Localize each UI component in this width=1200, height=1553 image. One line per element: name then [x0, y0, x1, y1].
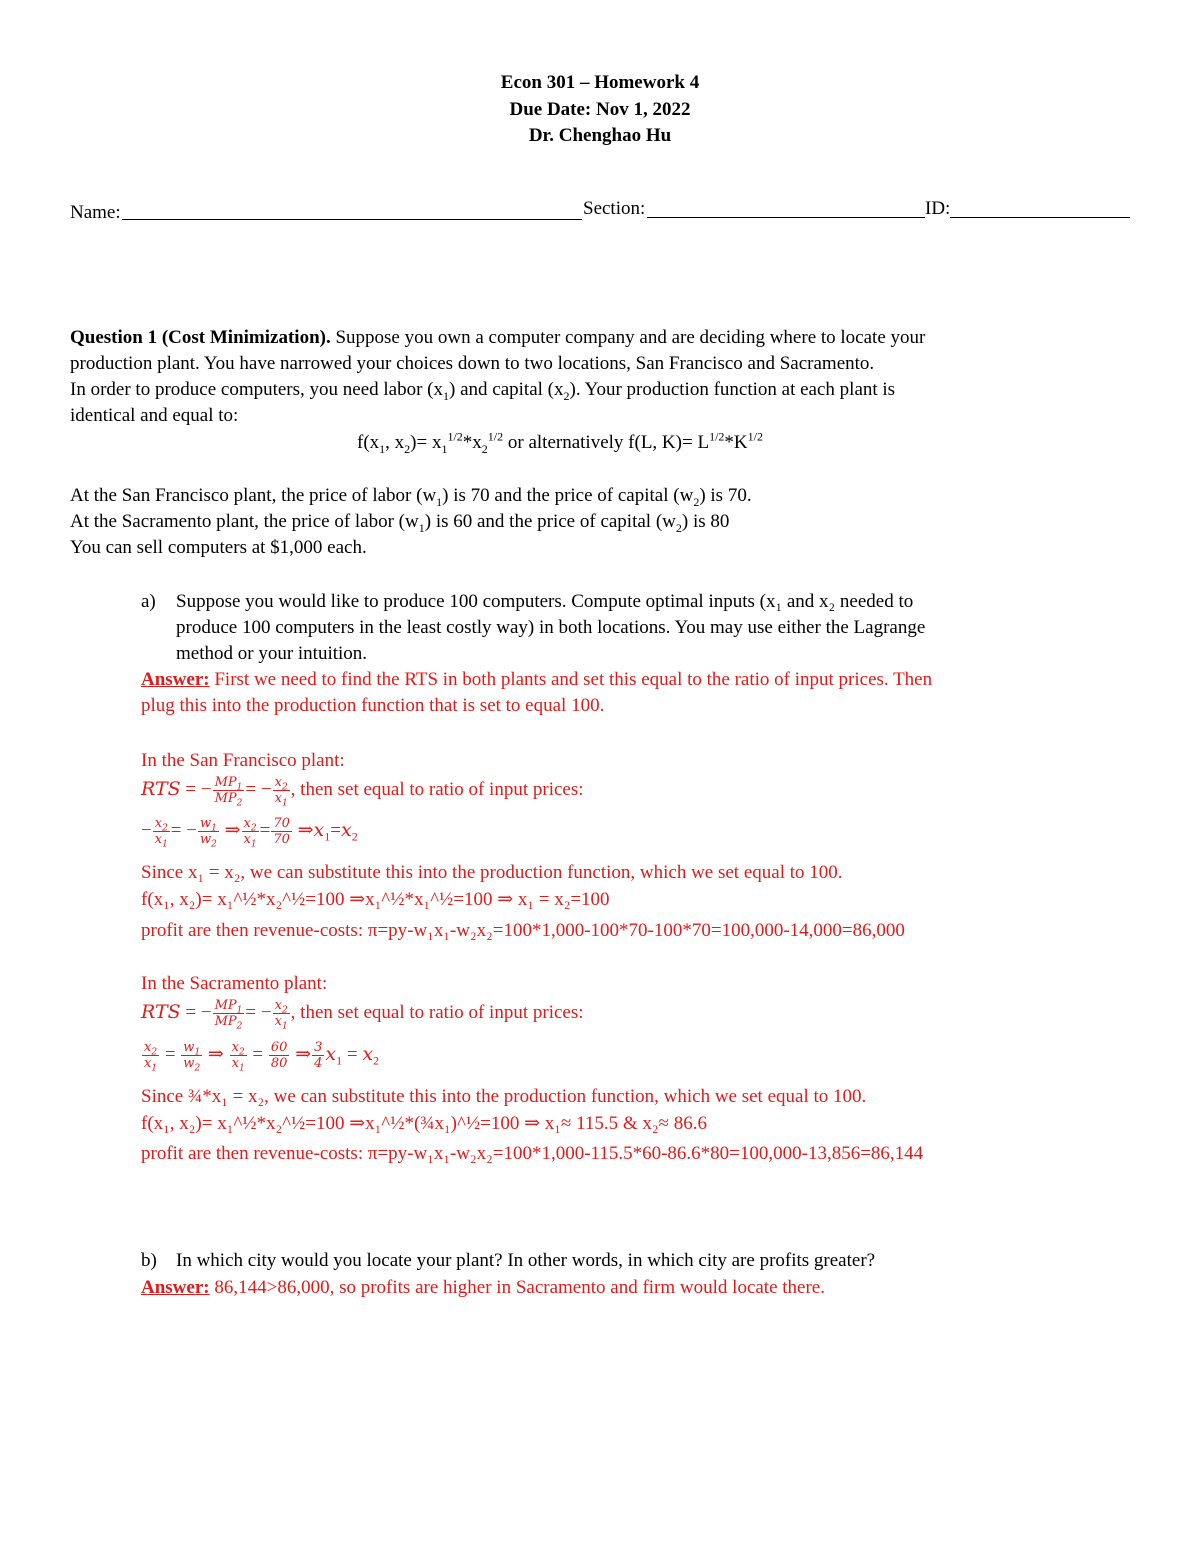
name-field[interactable] — [122, 219, 582, 220]
production-function: $f(x_1$, $x_2)= x_1^{1/2}*x_2^{1/2}$ or alternatively f(L, $K)= L^{1/2}*K^{1/2}$ — [357, 429, 763, 456]
sac-heading: In the Sacramento plant: — [141, 973, 328, 994]
instructor: Dr. Chenghao Hu — [528, 125, 672, 146]
sac-prices: At the Sacramento plant, the price of labor $(w_1)$ is 60 and the price of capital $(w_2)$ is 80 — [70, 511, 730, 535]
sac-f: f(x₁, x₂)= x₁^½*x₂^½=100 ⇒x₁^½*(¾x₁)^½=100 ⇒ x₁≈ 115.5 & x₂≈ 86.6 — [141, 1113, 707, 1134]
q1-intro-line1: Question 1 (Cost Minimization). Suppose you own a computer company and are deciding where to locate your — [70, 327, 926, 348]
part-a-answer-line1: Answer: First we need to find the RTS in both plants and set this equal to the ratio of input prices. Then — [141, 669, 933, 690]
q1-intro-line3: In order to produce computers, you need labor $(x_1)$ and capital $(x_2)$. Your production function at each plant is — [70, 379, 896, 403]
name-label: Name: — [70, 202, 121, 223]
sac-ratio-eq: $\frac{x_2}{x_1}$ = $\frac{w_1}{w_2}$ ⇒ $\frac{x_2}{x_1}$ = $\frac{60}{80}$ ⇒ $\frac{3}{4}$ $x_1 = x_2$ — [144, 1040, 380, 1074]
q1-title: Question 1 (Cost Minimization). — [70, 327, 331, 348]
id-label: ID: — [925, 198, 951, 219]
q1-intro-line4: identical and equal to: — [70, 405, 239, 426]
sac-since: Since ¾*x₁ = x₂, we can substitute this into the production function, which we set equal to 100. — [141, 1086, 867, 1107]
doc-title: Econ 301 – Homework 4 — [500, 72, 700, 93]
part-a-line3: method or your intuition. — [176, 643, 368, 664]
part-b-answer: Answer: 86,144>86,000, so profits are higher in Sacramento and firm would locate there. — [141, 1277, 825, 1298]
answer-label-b: Answer: — [141, 1277, 210, 1298]
q1-intro-line2: production plant. You have narrowed your choices down to two locations, San Francisco and Sacramento. — [70, 353, 875, 374]
section-label: Section: — [583, 198, 646, 219]
answer-label: Answer: — [141, 669, 210, 690]
section-field[interactable] — [647, 217, 925, 218]
sf-since: Since x₁ = x₂, we can substitute this into the production function, which we set equal to 100. — [141, 862, 843, 883]
sac-rts: RTS = − $\frac{MP_1}{MP_2}$ = − $\frac{x_2}{x_1}$ , then set equal to ratio of input prices: — [141, 998, 584, 1032]
sf-profit: profit are then revenue-costs: π=py-w₁x₁-w₂x₂=100*1,000-100*70-100*70=100,000-14,000=86,000 — [141, 920, 905, 941]
part-b-label: b) — [141, 1250, 157, 1271]
sf-f: f(x₁, x₂)= x₁^½*x₂^½=100 ⇒x₁^½*x₁^½=100 ⇒ x₁ = x₂=100 — [141, 889, 610, 910]
sell-price: You can sell computers at $1,000 each. — [70, 537, 367, 558]
sac-profit: profit are then revenue-costs: π=py-w₁x₁-w₂x₂=100*1,000-115.5*60-86.6*80=100,000-13,856=86,144 — [141, 1143, 924, 1164]
sf-ratio-eq: − $\frac{x_2}{x_1}$ = − $\frac{w_1}{w_2}$ ⇒ $\frac{x_2}{x_1}$ = $\frac{70}{70}$ $\Rightarrow x_1=x_2$ — [141, 816, 358, 850]
part-a-answer-line2: plug this into the production function that is set to equal 100. — [141, 695, 605, 716]
id-field[interactable] — [950, 217, 1130, 218]
sf-heading: In the San Francisco plant: — [141, 750, 345, 771]
part-b-question: In which city would you locate your plant? In other words, in which city are profits greater? — [176, 1250, 876, 1271]
part-a-line2: produce 100 computers in the least costly way) in both locations. You may use either the Lagrange — [176, 617, 926, 638]
due-date: Due Date: Nov 1, 2022 — [509, 99, 691, 120]
sf-rts: RTS = − $\frac{MP_1}{MP_2}$ = − $\frac{x_2}{x_1}$ , then set equal to ratio of input prices: — [141, 775, 584, 809]
part-a-line1: Suppose you would like to produce 100 computers. Compute optimal inputs (x₁ and x₂ needed to — [176, 591, 914, 612]
sf-prices: At the San Francisco plant, the price of labor $(w_1)$ is 70 and the price of capital $(w_2)$ is 70. — [70, 485, 752, 509]
part-a-label: a) — [141, 591, 156, 612]
